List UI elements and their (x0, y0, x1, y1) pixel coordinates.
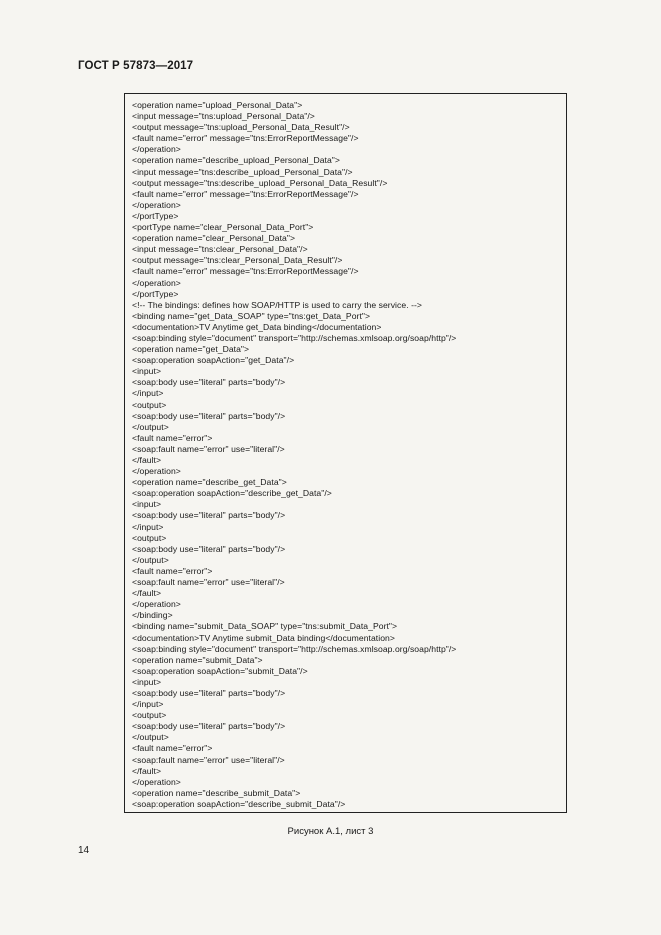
code-line: <input message="tns:describe_upload_Personal_Data"/> (132, 166, 353, 177)
code-line: </operation> (132, 776, 181, 787)
code-line: <soap:body use="literal" parts="body"/> (132, 687, 286, 698)
code-line: <output message="tns:describe_upload_Personal_Data_Result"/> (132, 177, 388, 188)
page-number: 14 (78, 845, 90, 856)
code-line: <input> (132, 366, 162, 377)
code-line: <output> (132, 399, 167, 410)
code-line: <input> (132, 676, 162, 687)
code-line: </input> (132, 699, 164, 710)
code-line: <documentation>TV Anytime submit_Data binding</documentation> (132, 632, 395, 643)
code-line: <input message="tns:clear_Personal_Data"/> (132, 244, 308, 255)
code-line: <operation name="get_Data"> (132, 344, 250, 355)
code-line: <fault name="error"> (132, 565, 213, 576)
code-line: <operation name="describe_get_Data"> (132, 477, 287, 488)
code-line: <documentation>TV Anytime get_Data binding</documentation> (132, 321, 382, 332)
code-line: </input> (132, 521, 164, 532)
code-line: <fault name="error" message="tns:ErrorReportMessage"/> (132, 188, 359, 199)
code-line: <operation name="upload_Personal_Data"> (132, 100, 303, 110)
code-line: <operation name="clear_Personal_Data"> (132, 233, 296, 244)
code-line: <soap:operation soapAction="describe_submit_Data"/> (132, 798, 346, 809)
code-line: <soap:operation soapAction="submit_Data"/> (132, 665, 308, 676)
code-line: <operation name="submit_Data"> (132, 654, 263, 665)
code-line: <soap:body use="literal" parts="body"/> (132, 721, 286, 732)
code-line: <soap:body use="literal" parts="body"/> (132, 410, 286, 421)
figure-caption: Рисунок А.1, лист 3 (287, 826, 374, 837)
code-line: <portType name="clear_Personal_Data_Port"> (132, 222, 314, 233)
code-line: </fault> (132, 588, 162, 599)
code-line: <output message="tns:clear_Personal_Data_Result"/> (132, 255, 343, 266)
code-line: <fault name="error" message="tns:ErrorReportMessage"/> (132, 133, 359, 144)
code-line: </operation> (132, 144, 181, 155)
code-line: <binding name="submit_Data_SOAP" type="tns:submit_Data_Port"> (132, 621, 398, 632)
code-line: <soap:fault name="error" use="literal"/> (132, 577, 285, 588)
code-line: <soap:binding style="document" transport="http://schemas.xmlsoap.org/soap/http"/> (132, 332, 457, 343)
code-line: </binding> (132, 610, 173, 621)
code-line: </output> (132, 732, 169, 743)
code-line: <output> (132, 532, 167, 543)
code-line: <input message="tns:upload_Personal_Data"/> (132, 111, 315, 122)
code-line: <soap:body use="literal" parts="body"/> (132, 377, 286, 388)
code-line: <soap:binding style="document" transport="http://schemas.xmlsoap.org/soap/http"/> (132, 643, 457, 654)
code-line: <operation name="describe_upload_Personal_Data"> (132, 155, 340, 166)
code-line: <soap:fault name="error" use="literal"/> (132, 754, 285, 765)
code-line: </fault> (132, 455, 162, 465)
code-line: <operation name="describe_submit_Data"> (132, 787, 301, 798)
code-line: <fault name="error"> (132, 743, 213, 754)
code-line: <soap:fault name="error" use="literal"/> (132, 443, 285, 454)
code-line: </output> (132, 554, 169, 565)
code-line: <soap:body use="literal" parts="body"/> (132, 510, 286, 521)
code-line: </output> (132, 421, 169, 432)
code-listing-frame (124, 93, 567, 813)
code-line: <soap:body use="literal" parts="body"/> (132, 543, 286, 554)
code-line: </portType> (132, 210, 179, 221)
code-line: <output> (132, 710, 167, 721)
code-line: </input> (132, 388, 164, 399)
code-line: </portType> (132, 288, 179, 299)
code-line: <input> (132, 499, 162, 510)
code-line: </operation> (132, 466, 181, 477)
code-line: </operation> (132, 599, 181, 610)
code-line: <fault name="error"> (132, 432, 213, 443)
code-line: <binding name="get_Data_SOAP" type="tns:get_Data_Port"> (132, 310, 371, 321)
code-line: <fault name="error" message="tns:ErrorReportMessage"/> (132, 266, 359, 277)
code-line: </operation> (132, 277, 181, 288)
code-line: <soap:operation soapAction="describe_get_Data"/> (132, 488, 332, 499)
code-line: <output message="tns:upload_Personal_Data_Result"/> (132, 122, 350, 133)
code-line: <!-- The bindings: defines how SOAP/HTTP is used to carry the service. --> (132, 299, 422, 310)
code-line: </operation> (132, 199, 181, 210)
code-line: </fault> (132, 765, 162, 776)
document-header: ГОСТ Р 57873—2017 (78, 60, 194, 72)
code-line: <soap:operation soapAction="get_Data"/> (132, 355, 295, 366)
